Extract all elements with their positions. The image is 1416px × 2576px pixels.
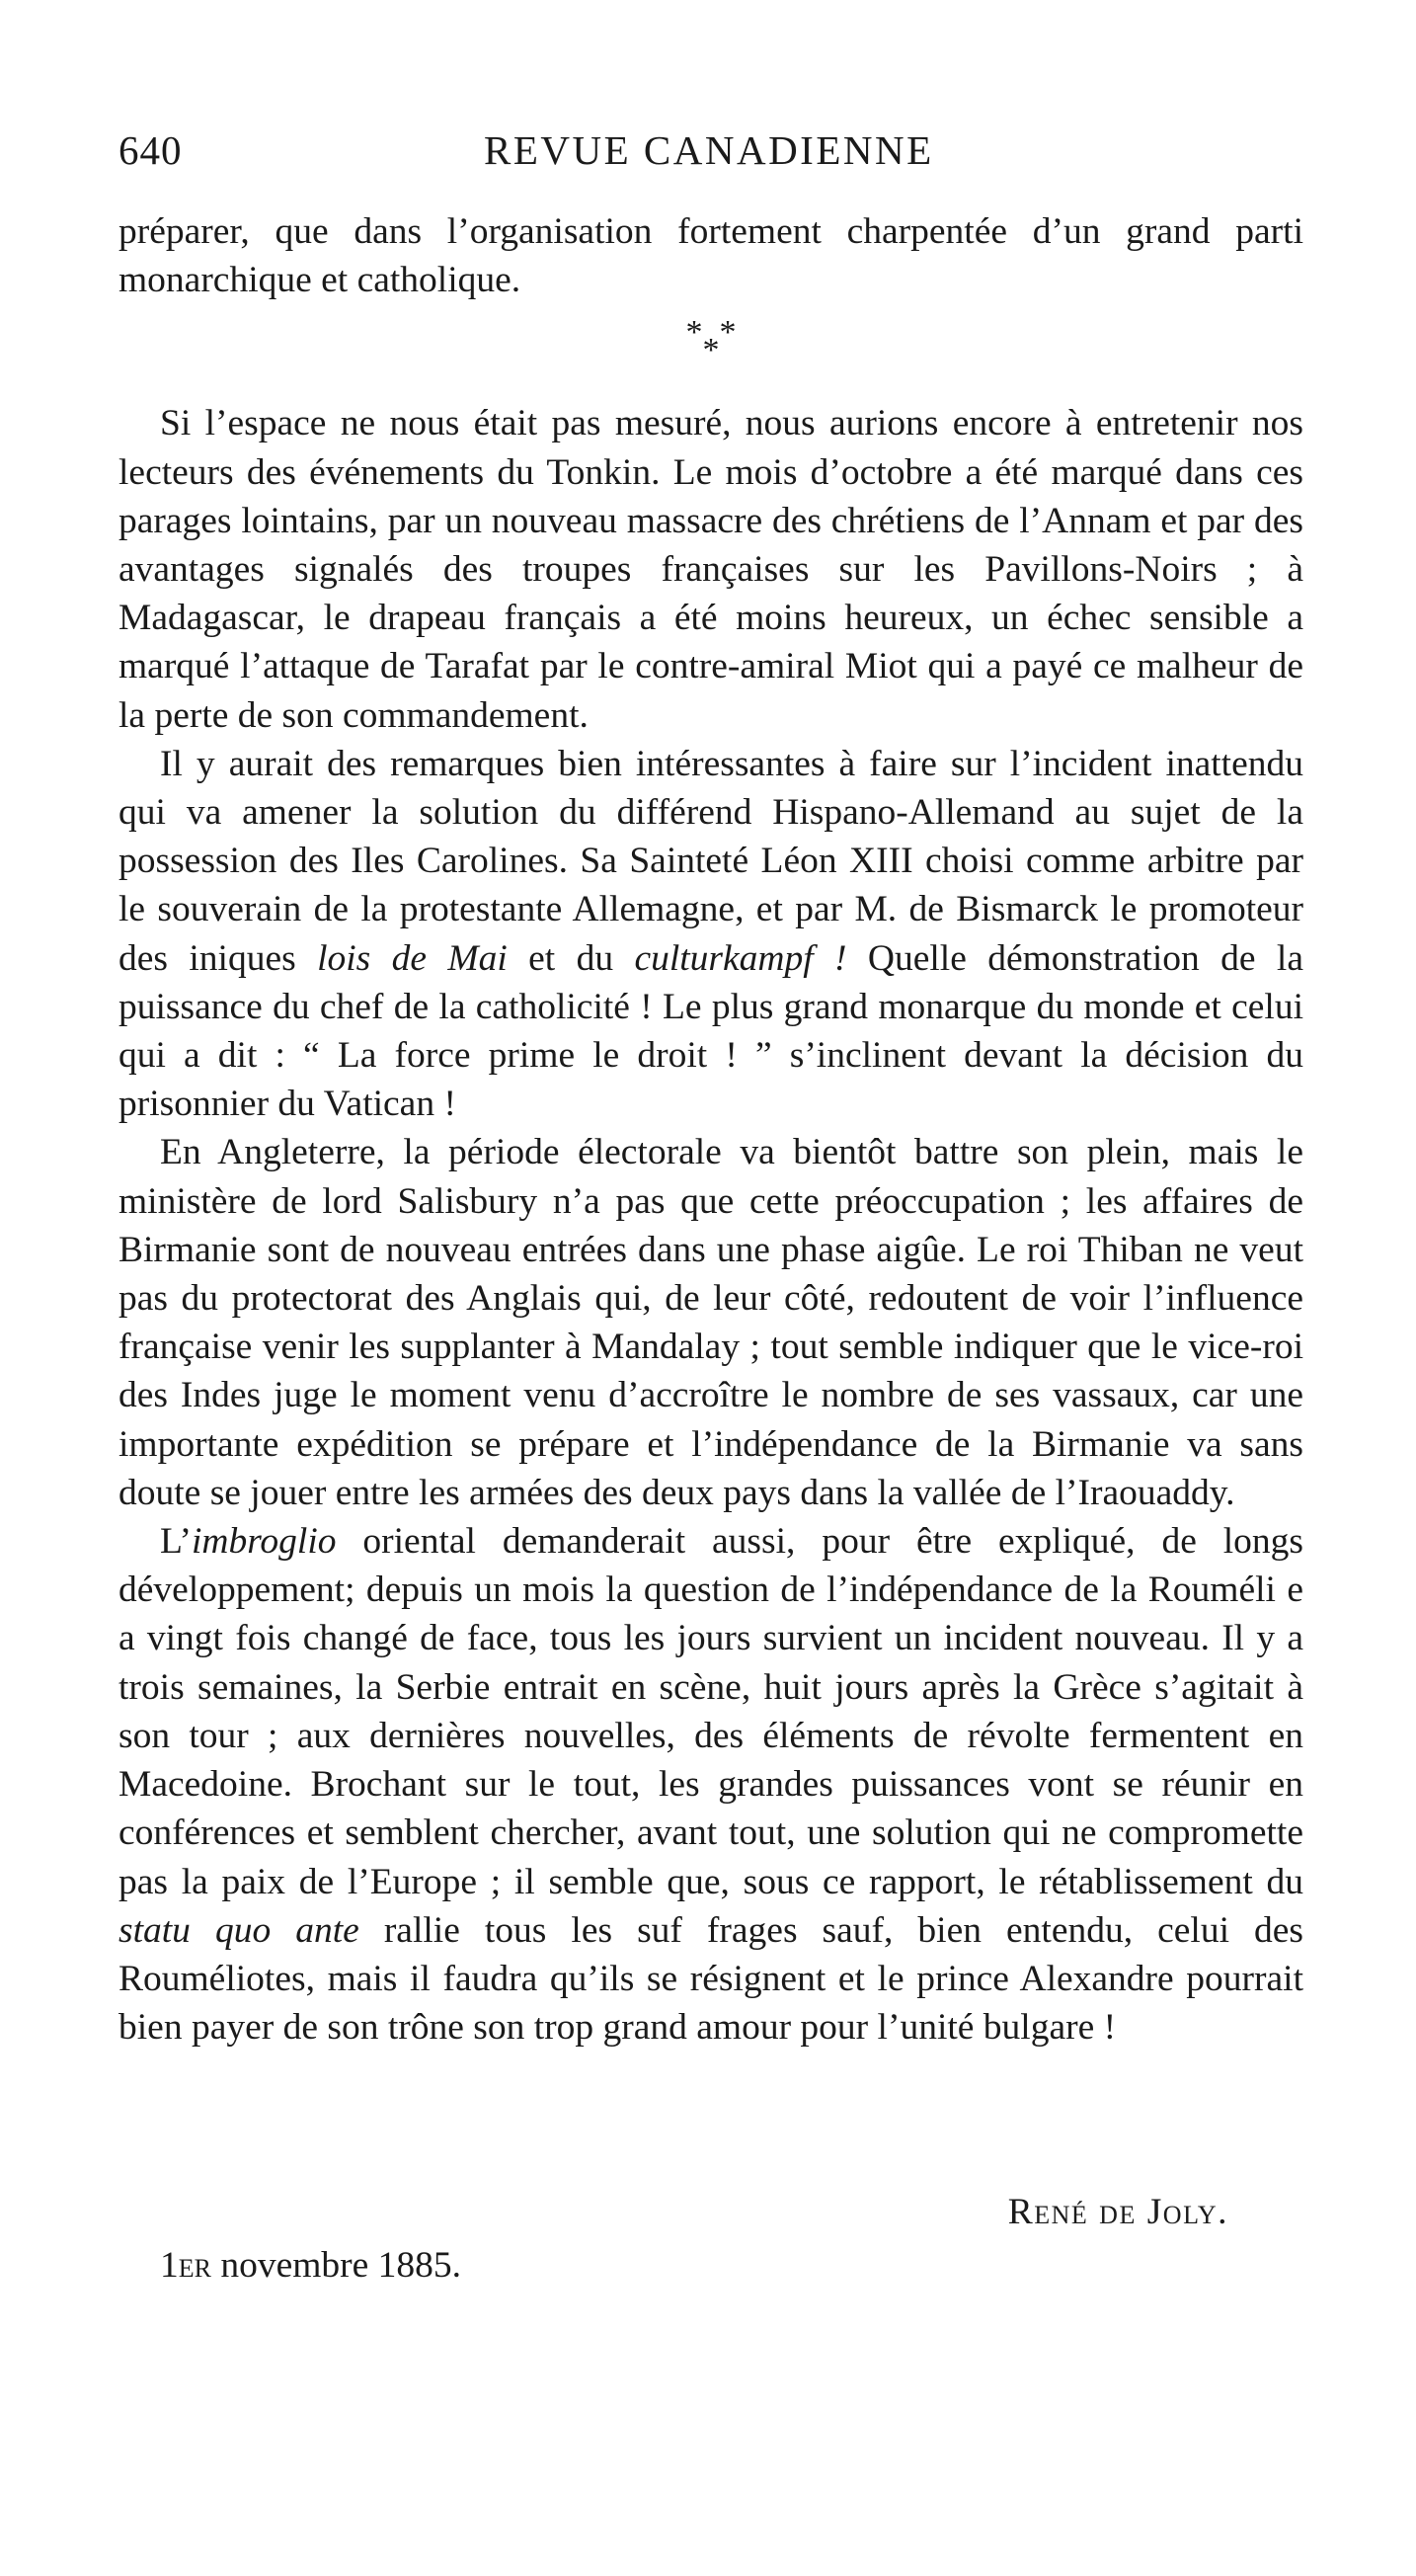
paragraph-text: Si l’espace ne nous était pas mesuré, nous aurions encore à entretenir nos lecteurs des événements du Tonkin. Le mois d’octobre a été marqué dans ces parages lointains, par un nouveau massacre des chrétiens de l’Annam et par des avantages signalés des troupes françaises sur les Pavillons-Noirs ; à Madagascar, le drapeau français a été moins heureux, un échec sensible a marqué l’attaque de Tarafat par le contre-amiral Miot qui a payé ce malheur de la perte de son commandement. bbox=[118, 403, 1303, 736]
dateline-month-year: novembre 1885. bbox=[210, 2245, 462, 2286]
page-header bbox=[118, 126, 1303, 186]
author-signature: René de Joly. bbox=[1007, 2192, 1228, 2232]
running-head-title: REVUE CANADIENNE bbox=[484, 127, 934, 173]
paragraph-text: oriental demanderait aussi, pour être expliqué, de longs développement; depuis un mois la question de l’indépendance de la Rouméli e a vingt fois changé de face, tous les jours survient un incident nouveau. Il y a trois semaines, la Serbie entrait en scène, huit jours après la Grèce s’agitait à son tour ; aux dernières nouvelles, des éléments de révolte fermentent en Macedoine. Brochant sur le tout, les grandes puissances vont se réunir en conférences et semblent chercher, avant tout, une solution qui ne compromette pas la paix de l’Europe ; il semble que, sous ce rapport, le rétablissement du bbox=[118, 1521, 1303, 1902]
paragraph-angleterre bbox=[118, 1128, 1303, 1517]
asterism-star: * bbox=[719, 314, 737, 352]
paragraph-text: L’ bbox=[160, 1521, 192, 1563]
paragraph-carolines bbox=[118, 740, 1303, 1129]
asterism-star: * bbox=[685, 314, 703, 352]
paragraph-text: Quelle démonstration de la puissance du chef de la catholicité ! Le plus grand monarque du monde et celui qui a dit : “ La force prime le droit ! ” s’inclinent devant la décision du prisonnier du Vatican ! bbox=[118, 937, 1303, 1125]
dateline-ordinal: er bbox=[178, 2245, 211, 2286]
paragraph-text: En Angleterre, la période électorale va bientôt battre son plein, mais le ministère de lord Salisbury n’a pas que cette préoccupation ; les affaires de Birmanie sont de nouveau entrées dans une phase aigûe. Le roi Thiban ne veut pas du protectorat des Anglais qui, de leur côté, redoutent de voir l’influence française venir les supplanter à Mandalay ; tout semble indiquer que le vice-roi des Indes juge le moment venu d’accroître le nombre de ses vassaux, car une importante expédition se prépare et l’indépendance de la Birmanie va sans doute se jouer entre les armées des deux pays dans la vallée de l’Iraouaddy. bbox=[118, 1132, 1303, 1513]
dateline-day: 1 bbox=[160, 2245, 179, 2286]
paragraph-text: préparer, que dans l’organisation fortement charpentée d’un grand parti monarchique et catholique. bbox=[118, 211, 1303, 301]
italic-phrase: imbroglio bbox=[191, 1521, 337, 1563]
article-body bbox=[118, 207, 1303, 2052]
italic-phrase: statu quo ante bbox=[118, 1909, 359, 1951]
italic-phrase: lois de Mai bbox=[317, 937, 508, 979]
paragraph-imbroglio bbox=[118, 1517, 1303, 2052]
italic-phrase: culturkampf ! bbox=[634, 937, 847, 979]
page-number: 640 bbox=[118, 127, 183, 173]
asterism-star: * bbox=[702, 332, 720, 369]
dateline bbox=[160, 2244, 461, 2287]
section-separator-asterism bbox=[118, 304, 1303, 399]
paragraph-continuation bbox=[118, 207, 1303, 304]
paragraph-text: Il y aurait des remarques bien intéressantes à faire sur l’incident inattendu qui va amener la solution du différend Hispano-Allemand au sujet de la possession des Iles Carolines. Sa Sainteté Léon XIII choisi comme arbitre par le souverain de la protestante Allemagne, et par M. de Bismarck le promoteur des iniques bbox=[118, 743, 1303, 979]
paragraph-text: et du bbox=[507, 937, 635, 979]
paragraph-tonkin bbox=[118, 399, 1303, 739]
paragraph-text: rallie tous les suf frages sauf, bien entendu, celui des Rouméliotes, mais il faudra qu’ils se résignent et le prince Alexandre pourrait bien payer de son trône son trop grand amour pour l’unité bulgare ! bbox=[118, 1909, 1304, 2049]
